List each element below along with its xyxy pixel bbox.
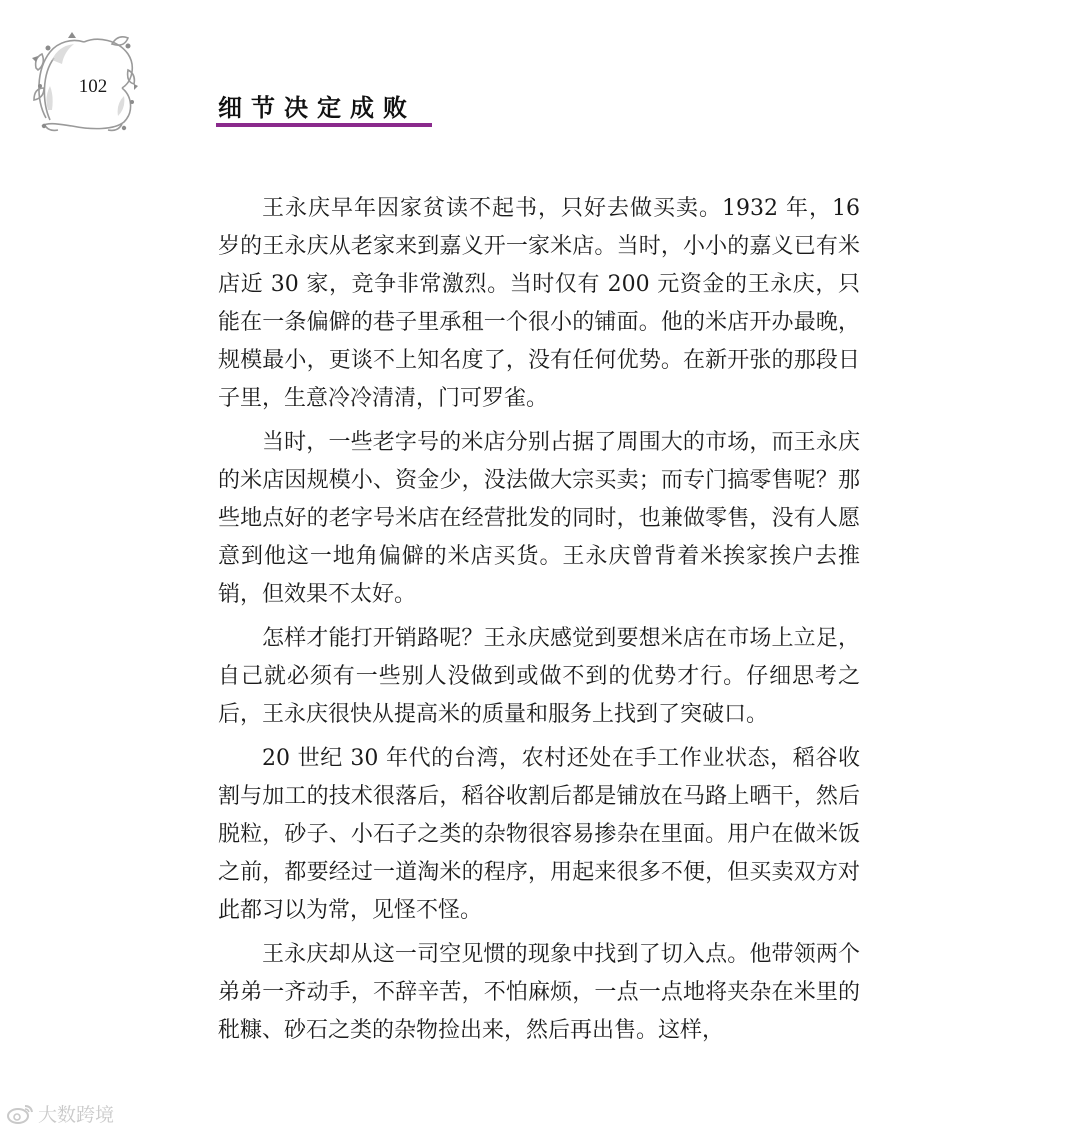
title-underline [216,123,432,127]
watermark-text: 大数跨境 [38,1104,115,1126]
running-title: 细节决定成败 [218,94,416,122]
paragraph: 王永庆早年因家贫读不起书，只好去做买卖。1932 年，16 岁的王永庆从老家来到嘉义开一家米店。当时，小小的嘉义已有米店近 30 家，竞争非常激烈。当时仅有 200 元资金的王永庆，只能在一条偏僻的巷子里承租一个很小的铺面。他的米店开办最晚，规模最小，更谈不上知名度了，没有任何优势。在新开张的那段日子里，生意冷冷清清，门可罗雀。 [218,196,860,411]
paragraph: 王永庆却从这一司空见惯的现象中找到了切入点。他带领两个弟弟一齐动手，不辞辛苦，不怕麻烦，一点一点地将夹杂在米里的秕糠、砂石之类的杂物捡出来，然后再出售。这样， [218,942,860,1043]
weibo-logo-icon [6,1103,34,1125]
body-text [218,190,860,1050]
watermark [6,1100,114,1127]
paragraph: 怎样才能打开销路呢？王永庆感觉到要想米店在市场上立足，自己就必须有一些别人没做到或做不到的优势才行。仔细思考之后，王永庆很快从提高米的质量和服务上找到了突破口。 [218,626,860,727]
paragraph: 当时，一些老字号的米店分别占据了周围大的市场，而王永庆的米店因规模小、资金少，没法做大宗买卖；而专门搞零售呢？那些地点好的老字号米店在经营批发的同时，也兼做零售，没有人愿意到他这一地角偏僻的米店买货。王永庆曾背着米挨家挨户去推销，但效果不太好。 [218,430,860,607]
paragraph: 20 世纪 30 年代的台湾，农村还处在手工作业状态，稻谷收割与加工的技术很落后，稻谷收割后都是铺放在马路上晒干，然后脱粒，砂子、小石子之类的杂物很容易掺杂在里面。用户在做米饭之前，都要经过一道淘米的程序，用起来很多不便，但买卖双方对此都习以为常，见怪不怪。 [218,746,860,923]
page-number: 102 [78,76,108,97]
